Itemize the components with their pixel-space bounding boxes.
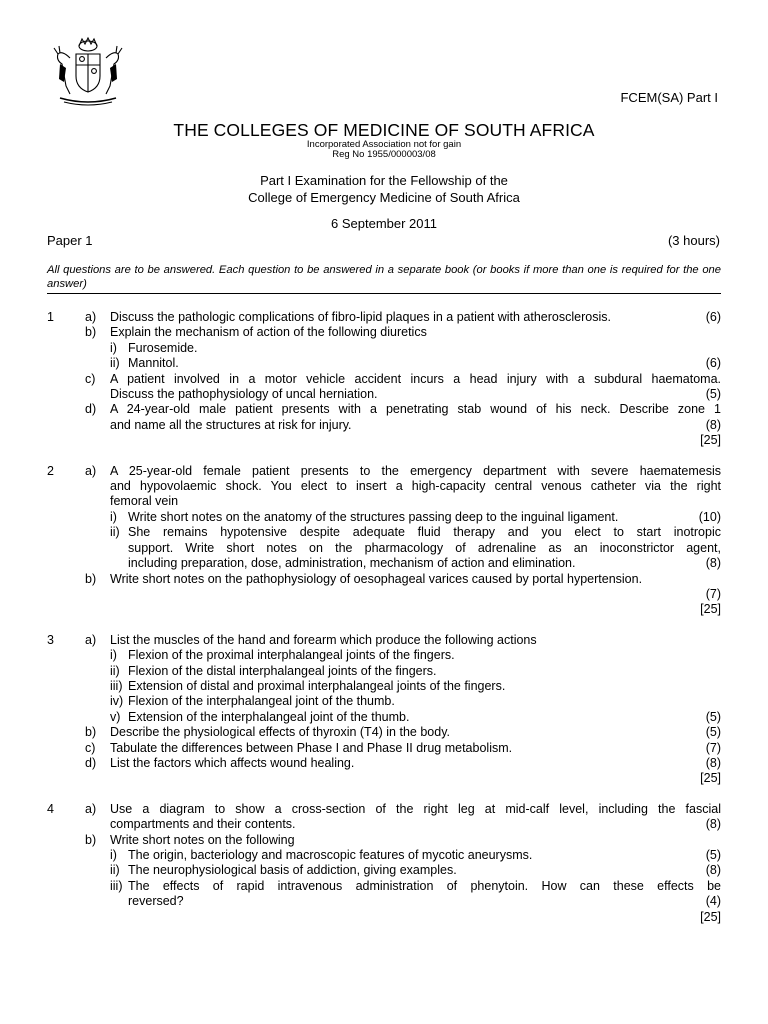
part-label: b) [85, 832, 97, 847]
sub-label: i) [110, 340, 117, 355]
part-text-line-3: femoral vein [110, 494, 179, 509]
question-number: 3 [47, 632, 54, 647]
sub-text-line-1: The effects of rapid intravenous administration of phenytoin. How can these effects be [128, 878, 721, 893]
part-label: b) [85, 725, 97, 740]
sub-label: iii) [110, 878, 123, 893]
part-text-line-2: and name all the structures at risk for injury. [110, 417, 352, 432]
sub-label: iv) [110, 694, 124, 709]
part-text-line-2: and hypovolaemic shock. You elect to insert a high-capacity central venous catheter via the right [110, 479, 721, 494]
exam-date: 6 September 2011 [331, 216, 437, 231]
question-1-part-d [85, 402, 721, 433]
sub-text-line-3: including preparation, dose, administration, mechanism of action and elimination. [128, 556, 576, 571]
marks: (5) [705, 709, 721, 724]
part-text: List the factors which affects wound healing. [110, 755, 355, 770]
sub-label: ii) [110, 356, 120, 371]
question-number: 4 [47, 801, 54, 816]
marks: (6) [705, 310, 721, 324]
part-label: b) [85, 571, 97, 586]
part-text: Describe the physiological effects of thyroxin (T4) in the body. [110, 725, 450, 740]
sub-text: Mannitol. [128, 356, 179, 371]
marks: (8) [705, 417, 721, 432]
part-text-line-2: compartments and their contents. [110, 817, 296, 832]
sub-label: ii) [110, 525, 120, 540]
college-crest-logo [46, 36, 130, 108]
part-text: Write short notes on the following [110, 832, 295, 847]
question-total: [25] [700, 602, 721, 617]
sub-label: ii) [110, 663, 120, 678]
question-2-part-b [85, 572, 721, 603]
part-label: a) [85, 310, 97, 324]
sub-text: Extension of the interphalangeal joint of the thumb. [128, 709, 410, 724]
marks: (4) [705, 894, 721, 909]
sub-text: Flexion of the interphalangeal joint of the thumb. [128, 694, 395, 709]
marks: (5) [705, 387, 721, 402]
marks: (7) [705, 740, 721, 755]
marks: (8) [705, 755, 721, 770]
page-title: THE COLLEGES OF MEDICINE OF SOUTH AFRICA [173, 120, 595, 140]
sub-label: v) [110, 709, 121, 724]
subtitle-registration: Reg No 1955/000003/08 [332, 149, 436, 160]
questions-list [0, 310, 768, 940]
marks: (5) [705, 725, 721, 740]
question-number: 2 [47, 463, 54, 478]
part-text: List the muscles of the hand and forearm which produce the following actions [110, 632, 537, 647]
part-text-line-1: Use a diagram to show a cross-section of the right leg at mid-calf level, including the fascial [110, 801, 721, 816]
marks: (5) [705, 848, 721, 862]
part-text: Tabulate the differences between Phase I and Phase II drug metabolism. [110, 740, 513, 755]
part-label: d) [85, 402, 97, 417]
question-3-part-a [85, 633, 721, 725]
part-text: Discuss the pathologic complications of fibro-lipid plaques in a patient with atherosclerosis. [110, 310, 611, 324]
sub-text-line-2: support. Write short notes on the pharmacology of adrenaline as an inoconstrictor agent, [128, 540, 721, 555]
part-text: Explain the mechanism of action of the following diuretics [110, 325, 427, 340]
part-text: Write short notes on the pathophysiology of oesophageal varices caused by portal hypertension. [110, 571, 643, 586]
question-1-part-a [85, 310, 721, 325]
question-3-part-b [85, 725, 721, 740]
question-1-part-b [85, 325, 721, 371]
question-1-part-c [85, 372, 721, 403]
sub-text: Extension of distal and proximal interphalangeal joints of the fingers. [128, 678, 506, 693]
marks: (7) [705, 586, 721, 601]
sub-text-line-1: She remains hypotensive despite adequate fluid therapy and you elect to start inotropic [128, 525, 721, 540]
sub-text: Furosemide. [128, 340, 198, 355]
question-4-part-a [85, 802, 721, 833]
part-label: c) [85, 740, 96, 755]
part-label: c) [85, 371, 96, 386]
sub-text-line-2: reversed? [128, 894, 184, 909]
sub-text: Write short notes on the anatomy of the structures passing deep to the inguinal ligament. [128, 509, 619, 524]
marks: (6) [705, 356, 721, 371]
sub-text: Flexion of the distal interphalangeal joints of the fingers. [128, 663, 437, 678]
part-text-line-2: Discuss the pathophysiology of uncal herniation. [110, 387, 378, 402]
part-text-line-1: A 24-year-old male patient presents with a penetrating stab wound of his neck. Describe zone 1 [110, 402, 721, 417]
part-label: a) [85, 463, 97, 478]
course-code: FCEM(SA) Part I [620, 90, 718, 105]
part-text-line-1: A 25-year-old female patient presents to the emergency department with severe haematemesis [110, 463, 721, 478]
question-3-part-d [85, 756, 721, 771]
exam-line-2: College of Emergency Medicine of South Africa [248, 190, 520, 205]
part-text-line-1: A patient involved in a motor vehicle accident incurs a head injury with a subdural haematoma. [110, 371, 721, 386]
question-number: 1 [47, 310, 54, 324]
question-3 [0, 633, 768, 787]
part-label: a) [85, 801, 97, 816]
question-4 [0, 802, 768, 925]
part-label: b) [85, 325, 97, 340]
question-4-part-b [85, 833, 721, 910]
exam-duration: (3 hours) [667, 233, 720, 248]
part-label: a) [85, 632, 97, 647]
question-2 [0, 464, 768, 618]
subtitle-association: Incorporated Association not for gain [306, 139, 462, 150]
marks: (8) [705, 863, 721, 878]
part-label: d) [85, 755, 97, 770]
paper-number: Paper 1 [47, 233, 93, 248]
sub-label: i) [110, 648, 117, 663]
sub-label: iii) [110, 678, 123, 693]
sub-label: ii) [110, 863, 120, 878]
sub-text: The neurophysiological basis of addiction, giving examples. [128, 863, 457, 878]
divider [47, 293, 721, 294]
exam-line-1: Part I Examination for the Fellowship of the [260, 173, 508, 188]
sub-text: The origin, bacteriology and macroscopic features of mycotic aneurysms. [128, 848, 533, 862]
exam-heading [0, 172, 768, 206]
marks: (10) [698, 509, 721, 524]
question-total: [25] [700, 909, 721, 924]
question-3-part-c [85, 741, 721, 756]
question-total: [25] [700, 433, 721, 448]
question-2-part-a [85, 464, 721, 572]
marks: (8) [705, 556, 721, 571]
sub-text: Flexion of the proximal interphalangeal joints of the fingers. [128, 648, 455, 663]
question-total: [25] [700, 771, 721, 786]
sub-label: i) [110, 848, 117, 862]
marks: (8) [705, 817, 721, 832]
sub-label: i) [110, 509, 117, 524]
instructions: All questions are to be answered. Each question to be answered in a separate book (or books if more than one is required for the one answer) [47, 264, 721, 290]
question-1 [0, 310, 768, 449]
